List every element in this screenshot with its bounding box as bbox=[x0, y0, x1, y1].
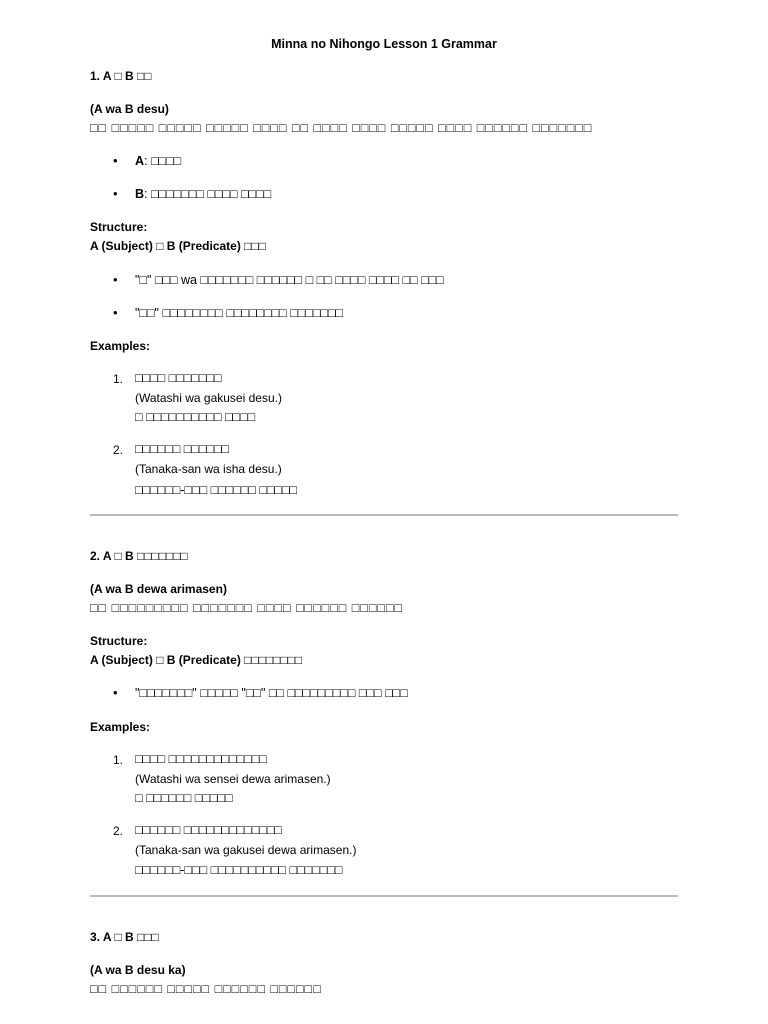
section-1-examples-label: Examples: bbox=[90, 339, 151, 353]
bullet-dot: • bbox=[113, 186, 118, 201]
section-2-examples-label: Examples: bbox=[90, 720, 151, 734]
bullet-text: : □□□□□□□ □□□□ □□□□ bbox=[144, 187, 272, 201]
example-romaji: (Tanaka-san wa gakusei dewa arimasen.) bbox=[135, 843, 357, 857]
example-translation: □□□□□□-□□□ □□□□□□ □□□□□ bbox=[135, 483, 298, 497]
bullet-text: : □□□□ bbox=[144, 154, 182, 168]
horizontal-divider bbox=[90, 514, 678, 516]
section-2-structure: A (Subject) □ B (Predicate) □□□□□□□□ bbox=[90, 653, 303, 667]
example-japanese: □□□□□□ □□□□□□ bbox=[135, 442, 230, 456]
section-1-bullet-b bbox=[135, 187, 271, 201]
bullet-dot: • bbox=[113, 272, 118, 287]
example-japanese: □□□□ □□□□□□□ bbox=[135, 371, 222, 385]
example-number: 2. bbox=[113, 443, 124, 457]
example-translation: □ □□□□□□□□□□ □□□□ bbox=[135, 410, 256, 424]
example-number: 1. bbox=[113, 753, 124, 767]
bullet-dot: • bbox=[113, 685, 118, 700]
horizontal-divider bbox=[90, 895, 678, 897]
example-number: 2. bbox=[113, 824, 124, 838]
section-1-heading: 1. A □ B □□ bbox=[90, 69, 152, 83]
example-japanese: □□□□□□ □□□□□□□□□□□□□ bbox=[135, 823, 282, 837]
section-3-heading: 3. A □ B □□□ bbox=[90, 930, 159, 944]
bullet-dot: • bbox=[113, 153, 118, 168]
example-romaji: (Tanaka-san wa isha desu.) bbox=[135, 462, 282, 476]
section-2-heading: 2. A □ B □□□□□□□ bbox=[90, 549, 188, 563]
section-1-note-1: "□" □□□ wa □□□□□□□ □□□□□□ □ □□ □□□□ □□□□ □□ □□□ bbox=[135, 273, 444, 287]
section-1-bullet-a bbox=[135, 154, 181, 168]
bullet-dot: • bbox=[113, 305, 118, 320]
example-translation: □ □□□□□□ □□□□□ bbox=[135, 791, 233, 805]
section-1-structure: A (Subject) □ B (Predicate) □□□ bbox=[90, 239, 266, 253]
example-japanese: □□□□ □□□□□□□□□□□□□ bbox=[135, 752, 267, 766]
example-romaji: (Watashi wa gakusei desu.) bbox=[135, 391, 282, 405]
document-title: Minna no Nihongo Lesson 1 Grammar bbox=[271, 37, 497, 51]
section-1-romaji: (A wa B desu) bbox=[90, 102, 169, 116]
bullet-label: A bbox=[135, 154, 145, 168]
section-3-description: □□ □□□□□□ □□□□□ □□□□□□ □□□□□□ bbox=[90, 982, 322, 996]
section-2-romaji: (A wa B dewa arimasen) bbox=[90, 582, 227, 596]
example-translation: □□□□□□-□□□ □□□□□□□□□□ □□□□□□□ bbox=[135, 863, 343, 877]
section-1-note-2: "□□" □□□□□□□□ □□□□□□□□ □□□□□□□ bbox=[135, 306, 344, 320]
section-2-structure-label: Structure: bbox=[90, 634, 148, 648]
bullet-label: B bbox=[135, 187, 145, 201]
section-1-description: □□ □□□□□ □□□□□ □□□□□ □□□□ □□ □□□□ □□□□ □□□□□ □□□□ □□□□□□ □□□□□□□ bbox=[90, 121, 593, 135]
example-number: 1. bbox=[113, 372, 124, 386]
example-romaji: (Watashi wa sensei dewa arimasen.) bbox=[135, 772, 331, 786]
section-1-structure-label: Structure: bbox=[90, 220, 148, 234]
section-2-note-1: "□□□□□□□" □□□□□ "□□" □□ □□□□□□□□□ □□□ □□□ bbox=[135, 686, 408, 700]
section-2-description: □□ □□□□□□□□□ □□□□□□□ □□□□ □□□□□□ □□□□□□ bbox=[90, 601, 404, 615]
section-3-romaji: (A wa B desu ka) bbox=[90, 963, 186, 977]
